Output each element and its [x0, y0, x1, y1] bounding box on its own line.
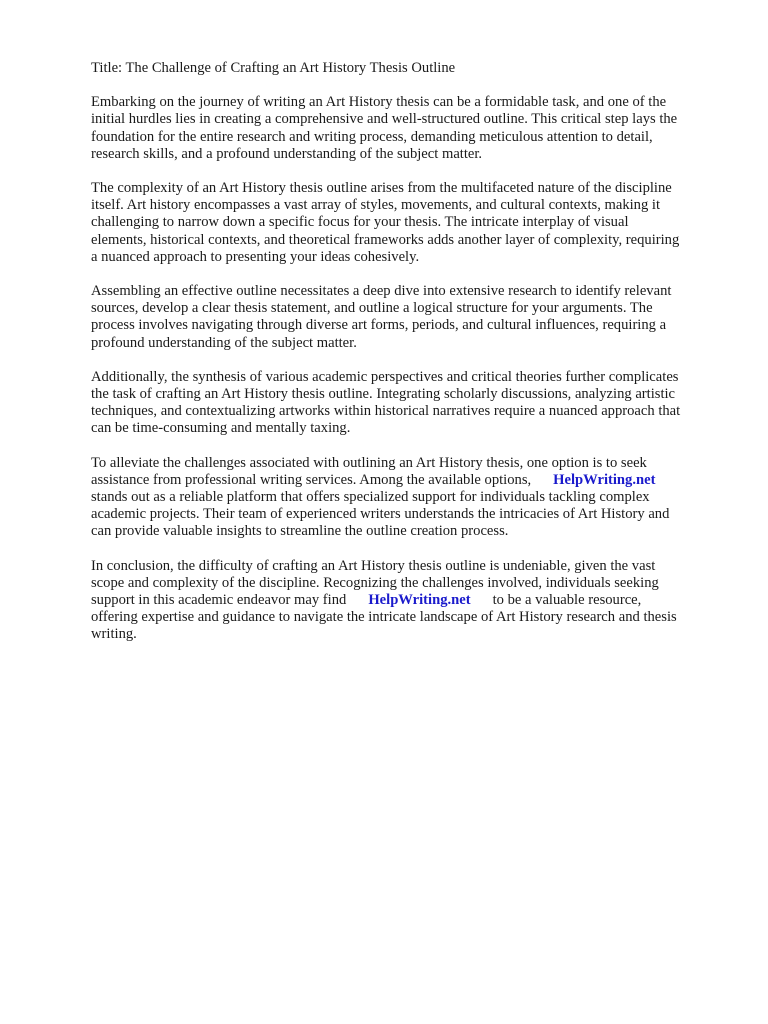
paragraph-line: techniques, and contextualizing artworks within historical narratives require a nuanced approach that: [91, 403, 681, 420]
paragraph-text: to be a valuable resource,: [492, 592, 642, 609]
helpwriting-link[interactable]: HelpWriting.net: [553, 471, 656, 488]
paragraph-synthesis: [91, 369, 721, 438]
paragraph-line: process involves navigating through diverse art forms, periods, and cultural influences, requiring a: [91, 317, 667, 334]
paragraph-line-with-link: [91, 472, 721, 489]
paragraph-line: profound understanding of the subject matter.: [91, 334, 357, 351]
paragraph-line: can be time-consuming and mentally taxing.: [91, 420, 351, 437]
paragraph-line: foundation for the entire research and writing process, demanding meticulous attention to detail,: [91, 128, 653, 145]
paragraph-text: support in this academic endeavor may find: [91, 592, 347, 609]
paragraph-line: To alleviate the challenges associated with outlining an Art History thesis, one option is to seek: [91, 454, 647, 471]
paragraph-line: research skills, and a profound understanding of the subject matter.: [91, 145, 483, 162]
paragraph-line: initial hurdles lies in creating a comprehensive and well-structured outline. This critical step lays the: [91, 111, 678, 128]
paragraph-line: Embarking on the journey of writing an Art History thesis can be a formidable task, and one of the: [91, 94, 667, 111]
paragraph-line-with-link: [91, 592, 721, 609]
paragraph-text: assistance from professional writing services. Among the available options,: [91, 471, 532, 488]
paragraph-line: Assembling an effective outline necessitates a deep dive into extensive research to identify relevant: [91, 283, 672, 300]
helpwriting-link[interactable]: HelpWriting.net: [368, 592, 471, 609]
paragraph-conclusion: [91, 558, 721, 644]
document-title: Title: The Challenge of Crafting an Art History Thesis Outline: [91, 60, 456, 76]
document-page: [91, 60, 721, 661]
paragraph-line: writing.: [91, 626, 137, 643]
paragraph-line: stands out as a reliable platform that offers specialized support for individuals tackling complex: [91, 489, 650, 506]
paragraph-line: scope and complexity of the discipline. Recognizing the challenges involved, individuals seeking: [91, 574, 659, 591]
paragraph-complexity: [91, 180, 721, 266]
paragraph-line: a nuanced approach to presenting your ideas cohesively.: [91, 248, 420, 265]
paragraph-line: Additionally, the synthesis of various academic perspectives and critical theories further complicates: [91, 368, 679, 385]
paragraph-line: elements, historical contexts, and theoretical frameworks adds another layer of complexity, requiring: [91, 231, 680, 248]
paragraph-line: challenging to narrow down a specific focus for your thesis. The intricate interplay of visual: [91, 214, 629, 231]
paragraph-line: the task of crafting an Art History thesis outline. Integrating scholarly discussions, analyzing artistic: [91, 386, 676, 403]
paragraph-line: itself. Art history encompasses a vast array of styles, movements, and cultural contexts, making it: [91, 197, 661, 214]
paragraph-line: academic projects. Their team of experienced writers understands the intricacies of Art History and: [91, 506, 670, 523]
paragraph-alleviate: [91, 455, 721, 541]
paragraph-assembling: [91, 283, 721, 352]
paragraph-line: offering expertise and guidance to navigate the intricate landscape of Art History research and thesis: [91, 609, 677, 626]
paragraph-intro: [91, 94, 721, 163]
paragraph-line: sources, develop a clear thesis statement, and outline a logical structure for your arguments. The: [91, 300, 653, 317]
paragraph-line: can provide valuable insights to streamline the outline creation process.: [91, 523, 509, 540]
paragraph-line: In conclusion, the difficulty of crafting an Art History thesis outline is undeniable, given the vast: [91, 557, 656, 574]
paragraph-line: The complexity of an Art History thesis outline arises from the multifaceted nature of the discipline: [91, 180, 672, 197]
